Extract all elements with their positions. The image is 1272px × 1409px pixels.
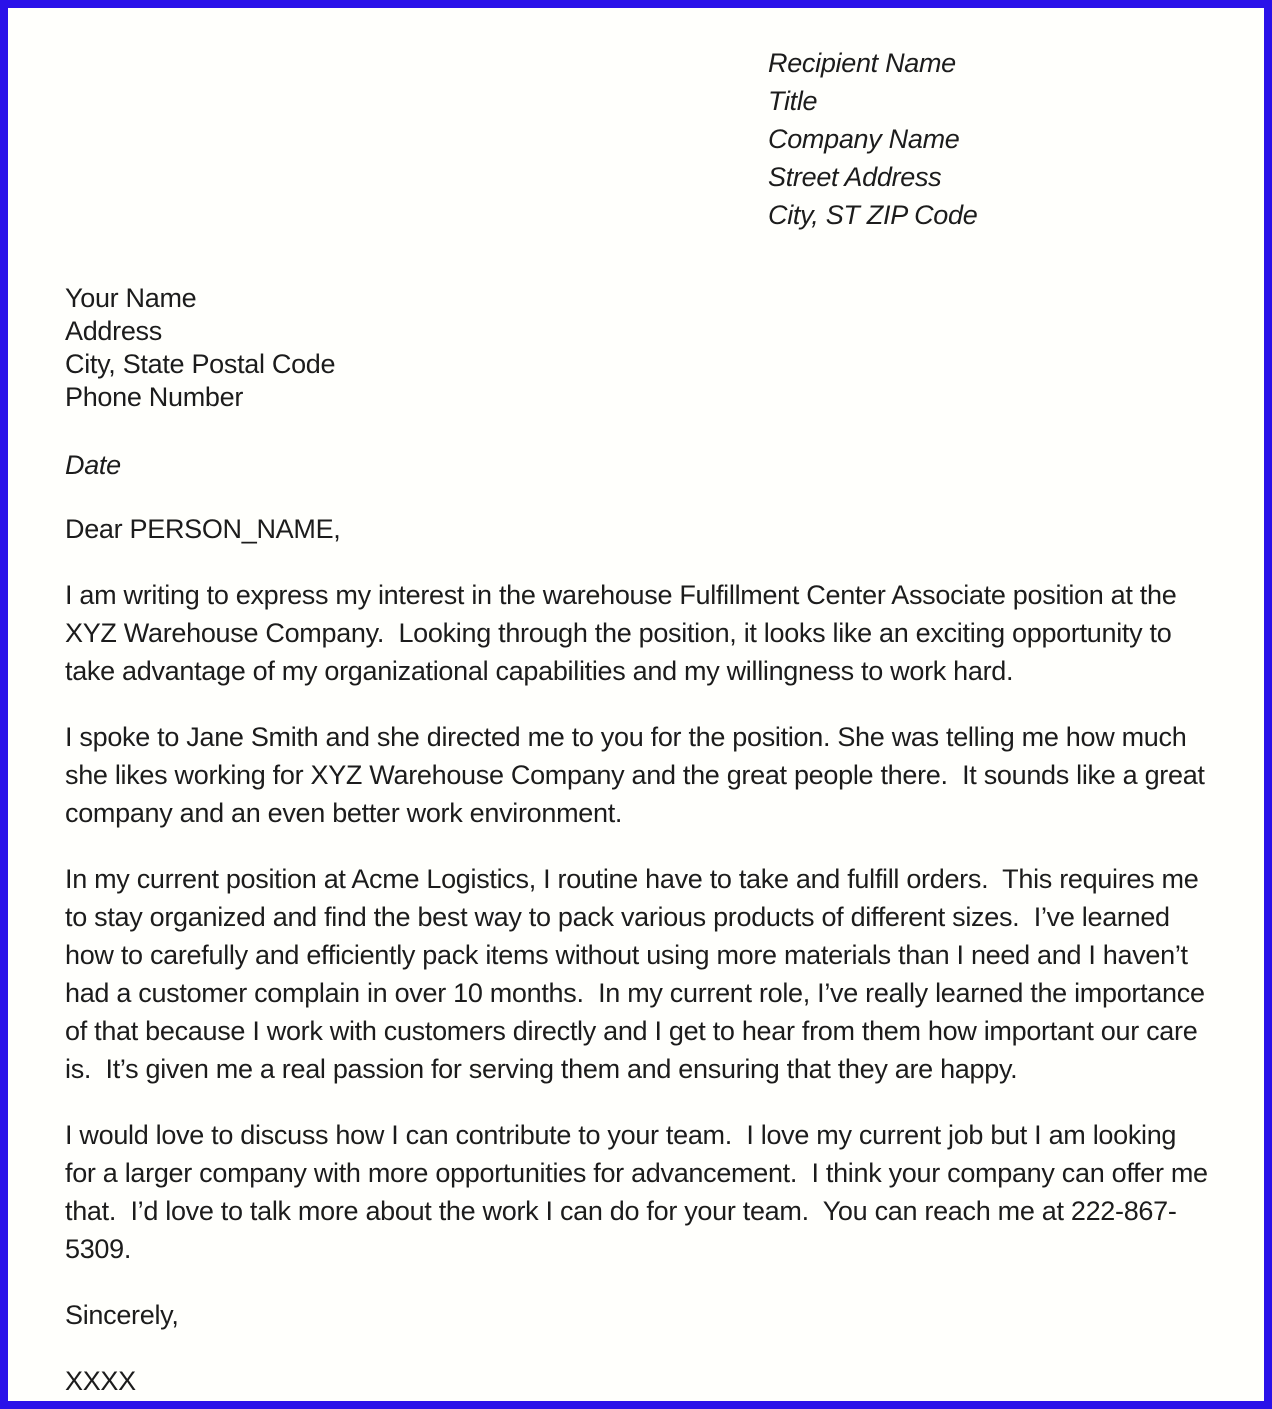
letter-content: [8, 8, 1264, 1400]
body-paragraph-3: In my current position at Acme Logistics, I routine have to take and fulfill orders. This requires me to stay organized and find the best way to pack various products of different sizes. I’ve learned how to carefully and efficiently pack items without using more materials than I need and I haven’t had a customer complain in over 10 months. In my current role, I’ve really learned the importance of that because I work with customers directly and I get to hear from them how important our care is. It’s given me a real passion for serving them and ensuring that they are happy.: [65, 864, 1212, 1084]
sender-address-line: Address: [65, 316, 162, 346]
date-line: Date: [65, 450, 121, 480]
recipient-name-line: Recipient Name: [768, 48, 956, 78]
signature: XXXX: [65, 1366, 136, 1396]
body-paragraph-1: I am writing to express my interest in the warehouse Fulfillment Center Associate position at the XYZ Warehouse Company. Looking through the position, it looks like an exciting opportunity to take advantage of my organizational capabilities and my willingness to work hard.: [65, 580, 1184, 686]
recipient-city-line: City, ST ZIP Code: [768, 200, 978, 230]
recipient-street-line: Street Address: [768, 162, 942, 192]
recipient-title-line: Title: [768, 86, 818, 116]
recipient-address-block: [768, 44, 1208, 234]
closing: Sincerely,: [65, 1300, 179, 1330]
sender-name-line: Your Name: [65, 283, 197, 313]
salutation: Dear PERSON_NAME,: [65, 514, 341, 544]
body-paragraph-4: I would love to discuss how I can contribute to your team. I love my current job but I am looking for a larger company with more opportunities for advancement. I think your company can offer me that. I’d love to talk more about the work I can do for your team. You can reach me at 222-867-5309.: [65, 1120, 1215, 1264]
sender-phone-line: Phone Number: [65, 382, 244, 412]
sender-address-block: [65, 282, 1208, 414]
recipient-company-line: Company Name: [768, 124, 960, 154]
body-paragraph-2: I spoke to Jane Smith and she directed me to you for the position. She was telling me how much she likes working for XYZ Warehouse Company and the great people there. It sounds like a great company and an even better work environment.: [65, 722, 1212, 828]
sender-city-line: City, State Postal Code: [65, 349, 336, 379]
